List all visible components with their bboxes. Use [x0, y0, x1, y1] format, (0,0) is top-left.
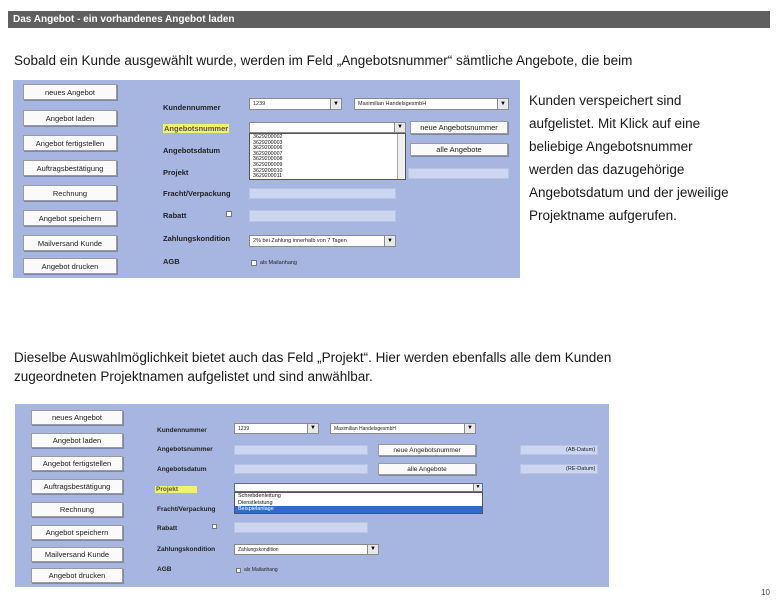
list-item[interactable]: 3629200007	[253, 150, 283, 157]
label-projekt: Projekt	[155, 486, 197, 493]
side-line: aufgelistet. Mit Klick auf eine	[529, 116, 701, 131]
invoice-button[interactable]: Rechnung	[31, 502, 123, 517]
kundennummer-select[interactable]	[234, 423, 319, 434]
zahlungskondition-select[interactable]	[249, 235, 396, 247]
label-fracht: Fracht/Verpackung	[163, 189, 231, 198]
order-confirmation-button[interactable]: Auftragsbestätigung	[23, 160, 117, 176]
mail-customer-button[interactable]: Mailversand Kunde	[31, 547, 123, 562]
angebotsnummer-field[interactable]	[234, 445, 368, 455]
chevron-down-icon[interactable]: ▼	[367, 545, 378, 554]
all-offers-button[interactable]: alle Angebote	[378, 463, 476, 475]
list-item-selected[interactable]: Beispielanlage	[235, 506, 482, 513]
rabatt-field[interactable]	[249, 210, 396, 222]
agb-checkbox-label: als Mailanhang	[244, 567, 278, 573]
angebotsnummer-select[interactable]	[249, 122, 406, 133]
section-header: Das Angebot - ein vorhandenes Angebot laden	[8, 11, 770, 28]
list-item[interactable]: 3629200009	[253, 161, 283, 168]
projekt-field[interactable]	[408, 168, 509, 179]
side-line: Projektname aufgerufen.	[529, 208, 677, 223]
screenshot-2-panel	[15, 404, 609, 587]
re-datum-label: (RE-Datum)	[566, 466, 596, 472]
angebotsdatum-field[interactable]	[234, 464, 368, 474]
label-rabatt: Rabatt	[163, 211, 187, 220]
order-confirmation-button[interactable]: Auftragsbestätigung	[31, 479, 123, 494]
angebotsnummer-dropdown-list[interactable]	[249, 133, 406, 180]
list-item[interactable]: 3629200010	[253, 167, 283, 174]
label-angebotsdatum: Angebotsdatum	[163, 146, 221, 155]
print-offer-button[interactable]: Angebot drucken	[23, 258, 117, 274]
chevron-down-icon[interactable]: ▼	[473, 484, 482, 491]
list-item[interactable]: Dienstleistung	[238, 499, 273, 506]
list-item[interactable]: Schrebdenleitung	[238, 493, 281, 499]
side-line: Kunden verspeichert sind	[529, 93, 682, 108]
list-item[interactable]: 3629200003	[253, 139, 283, 146]
kundennummer-select[interactable]	[249, 98, 342, 110]
load-offer-button[interactable]: Angebot laden	[31, 433, 123, 448]
new-offer-number-button[interactable]: neue Angebotsnummer	[378, 444, 476, 456]
list-item[interactable]: 3629200002	[253, 134, 283, 140]
middle-text	[14, 348, 611, 386]
fracht-field[interactable]	[249, 188, 396, 199]
list-item[interactable]: 3629200011	[253, 173, 283, 180]
customer-name-select[interactable]	[354, 98, 509, 110]
side-line: werden das dazugehörige	[529, 162, 685, 177]
rabatt-checkbox[interactable]	[226, 211, 232, 217]
all-offers-button[interactable]: alle Angebote	[410, 143, 508, 156]
chevron-down-icon[interactable]: ▼	[464, 424, 475, 433]
customer-name-value: Maximilian HandelsgesmbH	[358, 101, 427, 107]
finish-offer-button[interactable]: Angebot fertigstellen	[31, 456, 123, 471]
agb-checkbox[interactable]	[236, 568, 241, 573]
middle-line: zugeordneten Projektnamen aufgelistet und sind anwählbar.	[14, 369, 373, 384]
side-line: beliebige Angebotsnummer	[529, 139, 693, 154]
finish-offer-button[interactable]: Angebot fertigstellen	[23, 135, 117, 151]
page-number: 10	[761, 588, 770, 597]
load-offer-button[interactable]: Angebot laden	[23, 110, 117, 126]
mail-customer-button[interactable]: Mailversand Kunde	[23, 235, 117, 251]
save-offer-button[interactable]: Angebot speichern	[31, 525, 123, 540]
zahlungskondition-select[interactable]	[234, 544, 379, 555]
new-offer-button[interactable]: neues Angebot	[23, 84, 117, 100]
list-item[interactable]: 3629200008	[253, 156, 283, 163]
rabatt-field[interactable]	[234, 522, 368, 533]
label-rabatt: Rabatt	[157, 525, 178, 532]
screenshot-1-panel	[13, 80, 520, 278]
new-offer-number-button[interactable]: neue Angebotsnummer	[410, 121, 508, 134]
kundennummer-value: 1239	[253, 101, 266, 107]
chevron-down-icon[interactable]: ▼	[330, 99, 341, 109]
side-line: Angebotsdatum und der jeweilige	[529, 185, 729, 200]
zahlungskondition-value: Zahlungskondition	[238, 547, 279, 553]
chevron-down-icon[interactable]: ▼	[307, 424, 318, 433]
rabatt-checkbox[interactable]	[212, 524, 217, 529]
middle-line: Dieselbe Auswahlmöglichkeit bietet auch das Feld „Projekt“. Hier werden ebenfalls alle dem Kunden	[14, 350, 612, 365]
chevron-down-icon[interactable]: ▼	[384, 236, 395, 246]
kundennummer-value: 1239	[238, 426, 250, 432]
ab-datum-label: (AB-Datum)	[566, 447, 596, 453]
label-zahlungskondition: Zahlungskondition	[163, 234, 231, 243]
label-agb: AGB	[163, 257, 180, 266]
chevron-down-icon[interactable]: ▼	[497, 99, 508, 109]
customer-name-value: Maximilian HandelsgesmbH	[334, 426, 396, 432]
label-zahlungskondition: Zahlungskondition	[157, 546, 216, 553]
invoice-button[interactable]: Rechnung	[23, 185, 117, 201]
list-item[interactable]: 3629200006	[253, 145, 283, 152]
agb-checkbox[interactable]	[251, 260, 257, 266]
label-kundennummer: Kundennummer	[163, 103, 221, 112]
label-fracht: Fracht/Verpackung	[157, 506, 216, 513]
label-kundennummer: Kundennummer	[157, 427, 207, 434]
new-offer-button[interactable]: neues Angebot	[31, 410, 123, 425]
print-offer-button[interactable]: Angebot drucken	[31, 568, 123, 583]
label-angebotsnummer: Angebotsnummer	[157, 446, 213, 453]
agb-checkbox-label: als Mailanhang	[260, 260, 297, 266]
list-scrollbar[interactable]	[397, 134, 405, 179]
label-projekt: Projekt	[163, 168, 189, 177]
zahlungskondition-value: 2% bei Zahlung innerhalb von 7 Tagen	[253, 238, 347, 244]
projekt-select[interactable]	[234, 483, 483, 492]
customer-name-select[interactable]	[330, 423, 476, 434]
save-offer-button[interactable]: Angebot speichern	[23, 210, 117, 226]
projekt-dropdown-list[interactable]	[234, 492, 483, 514]
chevron-down-icon[interactable]: ▼	[394, 123, 405, 132]
intro-text: Sobald ein Kunde ausgewählt wurde, werden im Feld „Angebotsnummer“ sämtliche Angebote, die beim	[14, 53, 633, 68]
label-angebotsnummer: Angebotsnummer	[164, 124, 229, 133]
label-agb: AGB	[157, 566, 172, 573]
label-angebotsdatum: Angebotsdatum	[157, 466, 207, 473]
side-text	[529, 89, 774, 227]
